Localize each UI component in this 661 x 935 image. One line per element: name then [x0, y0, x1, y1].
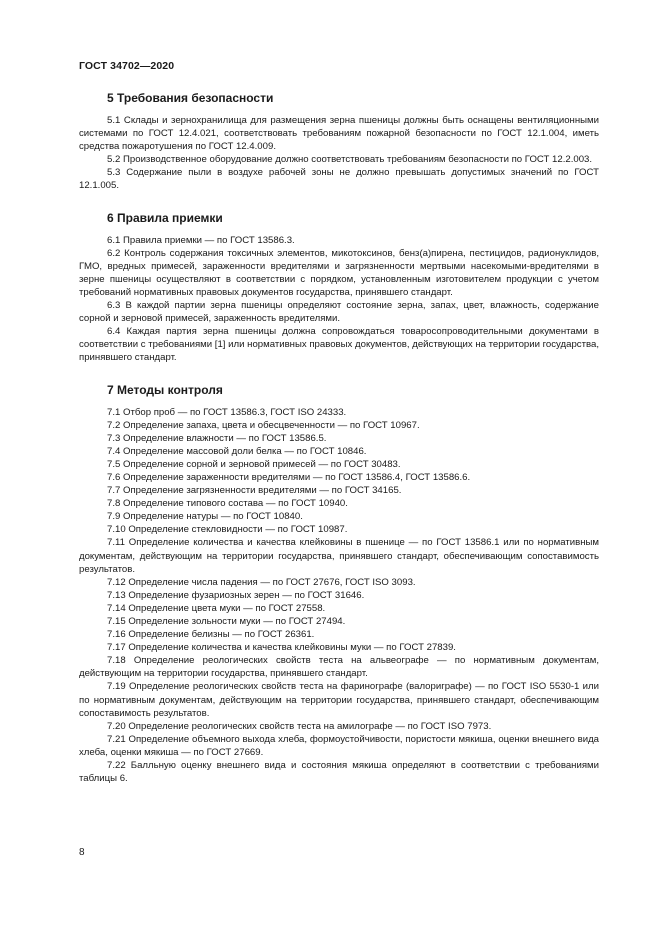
section-6 — [79, 210, 599, 365]
clause-paragraph: 7.16 Определение белизны — по ГОСТ 26361. — [107, 629, 315, 641]
section-7 — [79, 382, 599, 786]
clause-paragraph: 5.3 Содержание пыли в воздухе рабочей зоны не должно превышать допустимых значений по ГОСТ 12.1.005. — [79, 167, 599, 192]
clause-paragraph: 7.8 Определение типового состава — по ГОСТ 10940. — [107, 498, 348, 510]
clause-paragraph: 7.15 Определение зольности муки — по ГОСТ 27494. — [107, 616, 346, 627]
section-title: 6 Правила приемки — [107, 210, 223, 225]
section-5 — [79, 90, 599, 193]
clause-paragraph: 7.11 Определение количества и качества клейковины в пшенице — по ГОСТ 13586.1 или по нормативным документам, действующим на территории государства, принявшего стандарт, обеспечивающим сопоставимость результатов. — [79, 537, 599, 575]
clause-paragraph: 7.22 Балльную оценку внешнего вида и состояния мякиша определяют в соответствии с требованиями таблицы 6. — [79, 760, 599, 785]
document-code: ГОСТ 34702—2020 — [79, 60, 175, 72]
clause-paragraph: 5.1 Склады и зернохранилища для размещения зерна пшеницы должны быть оснащены вентиляционными системами по ГОСТ 12.4.021, соответствовать требованиям пожарной безопасности по ГОСТ 12.1.004, иметь средства пожаротушения по ГОСТ 12.4.009. — [79, 115, 599, 153]
clause-paragraph: 6.4 Каждая партия зерна пшеницы должна сопровождаться товаросопроводительными документами в соответствии с требованиями [1] или нормативных правовых документов, действующих на территории государства, принявшего стандарт. — [79, 326, 599, 364]
clause-paragraph: 7.6 Определение зараженности вредителями — по ГОСТ 13586.4, ГОСТ 13586.6. — [107, 471, 471, 483]
clause-paragraph: 7.20 Определение реологических свойств теста на амилографе — по ГОСТ ISO 7973. — [107, 720, 492, 732]
clause-paragraph: 7.14 Определение цвета муки — по ГОСТ 27558. — [107, 602, 326, 614]
page-number: 8 — [79, 847, 85, 858]
clause-paragraph: 7.9 Определение натуры — по ГОСТ 10840. — [107, 511, 303, 523]
clause-paragraph: 7.18 Определение реологических свойств теста на альвеографе — по нормативным документам, действующим на территории государства, принявшего стандарт. — [79, 655, 599, 680]
clause-paragraph: 7.1 Отбор проб — по ГОСТ 13586.3, ГОСТ ISO 24333. — [107, 406, 347, 418]
clause-paragraph: 5.2 Производственное оборудование должно соответствовать требованиям безопасности по ГОСТ 12.2.003. — [107, 154, 593, 166]
clause-paragraph: 7.3 Определение влажности — по ГОСТ 13586.5. — [107, 432, 327, 444]
clause-paragraph: 7.7 Определение загрязненности вредителями — по ГОСТ 34165. — [107, 485, 402, 497]
clause-paragraph: 6.3 В каждой партии зерна пшеницы определяют состояние зерна, запах, цвет, влажность, содержание сорной и зерновой примесей, зараженность вредителями. — [79, 300, 599, 325]
clause-paragraph: 7.2 Определение запаха, цвета и обесцвеченности — по ГОСТ 10967. — [107, 419, 420, 431]
clause-paragraph: 7.12 Определение числа падения — по ГОСТ 27676, ГОСТ ISO 3093. — [107, 576, 416, 588]
document-body — [79, 90, 599, 802]
clause-paragraph: 7.19 Определение реологических свойств теста на фаринографе (валориграфе) — по ГОСТ ISO 5530-1 или по нормативным документам, действующим на территории государства, принявшего стандарт, обеспечивающим сопоставимость результатов. — [79, 681, 599, 719]
clause-paragraph: 7.21 Определение объемного выхода хлеба, формоустойчивости, пористости мякиша, оценки внешнего вида хлеба, оценки мякиша — по ГОСТ 27669. — [79, 733, 599, 758]
section-title: 7 Методы контроля — [107, 382, 223, 397]
clause-paragraph: 6.1 Правила приемки — по ГОСТ 13586.3. — [107, 234, 295, 246]
clause-paragraph: 7.13 Определение фузариозных зерен — по ГОСТ 31646. — [107, 589, 365, 601]
clause-paragraph: 7.5 Определение сорной и зерновой примесей — по ГОСТ 30483. — [107, 458, 401, 470]
clause-paragraph: 6.2 Контроль содержания токсичных элементов, микотоксинов, бенз(а)пирена, пестицидов, радионуклидов, ГМО, вредных примесей, зараженности вредителями и загрязненности мертвыми насекомыми-вредителями в зерне пшеницы осуществляют в соответствии с порядком, установленным изготовителем продукции с учетом требований нормативных правовых документов государства, принявшего стандарт. — [79, 247, 599, 298]
clause-paragraph: 7.17 Определение количества и качества клейковины муки — по ГОСТ 27839. — [107, 642, 456, 654]
section-title: 5 Требования безопасности — [107, 91, 274, 105]
clause-paragraph: 7.10 Определение стекловидности — по ГОСТ 10987. — [107, 524, 348, 536]
clause-paragraph: 7.4 Определение массовой доли белка — по ГОСТ 10846. — [107, 445, 367, 457]
